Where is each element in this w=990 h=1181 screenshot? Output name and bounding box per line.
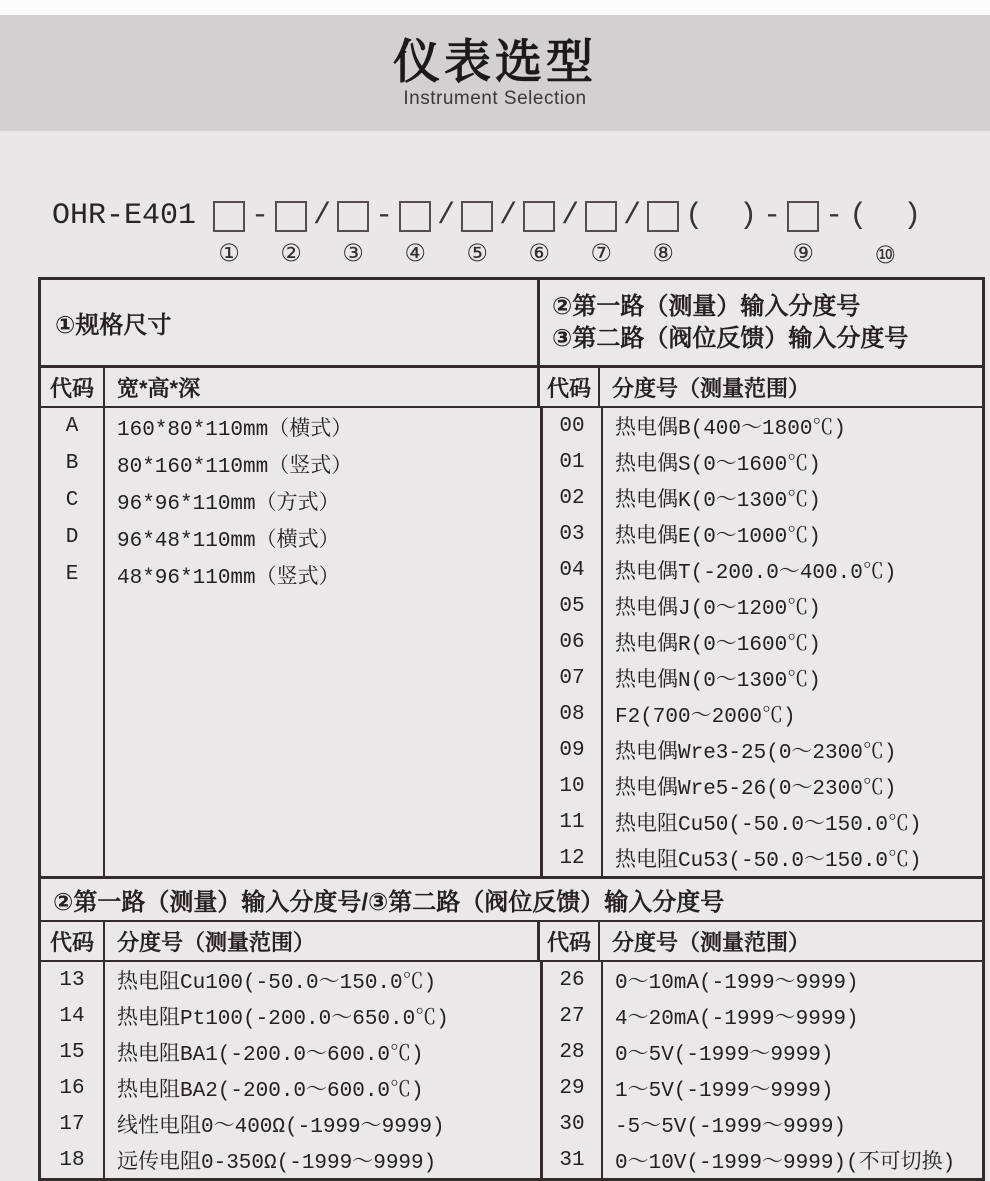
table-row	[543, 732, 982, 768]
row-desc: 48*96*110mm（竖式）	[117, 566, 340, 590]
page-title: 仪表选型	[393, 34, 597, 88]
table1-body	[41, 408, 982, 879]
table-row	[543, 998, 982, 1034]
slot-number: ⑧	[652, 239, 674, 267]
model-box-icon	[213, 201, 245, 232]
model-separator	[375, 198, 393, 270]
separator-char: ( )	[685, 199, 758, 233]
row-desc: 热电偶B(400～1800℃)	[615, 418, 847, 441]
row-desc: -5～5V(-1999～9999)	[615, 1116, 847, 1139]
model-box-icon	[523, 201, 555, 232]
row-desc: 0～10V(-1999～9999)(不可切换)	[615, 1152, 956, 1175]
separator-char: ( )	[849, 199, 922, 233]
row-desc: 96*48*110mm（横式）	[117, 529, 340, 553]
row-desc: 热电阻Pt100(-200.0～650.0℃)	[117, 1008, 449, 1031]
table-row	[41, 1106, 540, 1142]
row-desc: 热电偶N(0～1300℃)	[615, 670, 821, 693]
separator-char: /	[623, 199, 642, 233]
table1-header-row	[41, 280, 982, 368]
row-desc: 远传电阻0-350Ω(-1999～9999)	[117, 1152, 437, 1175]
table-row	[41, 1070, 540, 1106]
row-desc: 热电偶K(0～1300℃)	[615, 490, 821, 513]
slot-number: ④	[404, 239, 426, 267]
row-code: 27	[543, 998, 603, 1034]
col-header-code: 代码	[540, 368, 600, 406]
slot-number: ②	[280, 239, 302, 267]
table2-column-header-row	[41, 922, 982, 962]
model-separator	[251, 198, 269, 270]
model-slot-7	[585, 198, 617, 268]
row-code: 10	[543, 768, 603, 804]
col-header-code: 代码	[41, 368, 105, 406]
table-row	[543, 804, 982, 840]
table2-left-half	[41, 962, 543, 1178]
model-separator	[825, 198, 843, 270]
row-desc: 4～20mA(-1999～9999)	[615, 1008, 859, 1031]
row-code: 08	[543, 696, 603, 732]
row-code: C	[41, 482, 105, 519]
table-row	[41, 482, 540, 519]
row-desc: 热电阻BA1(-200.0～600.0℃)	[117, 1044, 424, 1067]
model-separator	[313, 198, 331, 270]
row-desc: 热电偶J(0～1200℃)	[615, 598, 821, 621]
row-code: 31	[543, 1142, 603, 1178]
model-slot-9	[787, 198, 819, 268]
slot-number: ⑨	[792, 239, 814, 267]
model-box-icon	[585, 201, 617, 232]
separator-char: -	[375, 199, 394, 233]
model-paren-group-10	[849, 198, 921, 270]
separator-char: /	[499, 199, 518, 233]
model-prefix: OHR-E401	[52, 199, 197, 233]
separator-char: /	[313, 199, 332, 233]
empty-cells	[41, 593, 540, 876]
col-header-range: 分度号（测量范围）	[612, 375, 811, 401]
row-desc: 96*96*110mm（方式）	[117, 492, 340, 516]
title-band	[0, 15, 990, 131]
row-code: 26	[543, 962, 603, 998]
table2-right-half	[543, 962, 982, 1178]
row-code: B	[41, 445, 105, 482]
model-slot-1	[213, 198, 245, 268]
col-header-size: 宽*高*深	[105, 368, 540, 406]
row-desc: F2(700～2000℃)	[615, 706, 796, 729]
model-slot-2	[275, 198, 307, 268]
model-separator	[763, 198, 781, 270]
row-code: 00	[543, 408, 603, 444]
separator-char: /	[561, 199, 580, 233]
row-desc: 160*80*110mm（横式）	[117, 418, 353, 442]
table-row	[41, 1034, 540, 1070]
model-box-icon	[399, 201, 431, 232]
row-desc: 热电偶Wre5-26(0～2300℃)	[615, 778, 897, 801]
row-code: 07	[543, 660, 603, 696]
row-code: 17	[41, 1106, 105, 1142]
row-code: 14	[41, 998, 105, 1034]
row-code: 12	[543, 840, 603, 876]
separator-char: -	[763, 199, 782, 233]
table-row	[543, 1106, 982, 1142]
model-box-icon	[647, 201, 679, 232]
col-header-code: 代码	[41, 922, 105, 960]
slot-number: ①	[218, 239, 240, 267]
model-separator	[437, 198, 455, 270]
row-desc: 热电阻Cu53(-50.0～150.0℃)	[615, 850, 922, 873]
row-desc: 热电阻BA2(-200.0～600.0℃)	[117, 1080, 424, 1103]
table-row	[41, 445, 540, 482]
row-desc: 热电偶T(-200.0～400.0℃)	[615, 562, 897, 585]
table-row	[41, 556, 540, 593]
row-desc: 热电偶R(0～1600℃)	[615, 634, 821, 657]
top-white-strip	[0, 0, 990, 15]
table-row	[543, 480, 982, 516]
model-slot-4	[399, 198, 431, 268]
table-row	[41, 519, 540, 556]
table-row	[41, 962, 540, 998]
slot-number: ⑩	[874, 241, 896, 269]
table1-right-header	[540, 280, 982, 365]
separator-char: -	[251, 199, 270, 233]
model-box-icon	[461, 201, 493, 232]
table-row	[543, 840, 982, 876]
selection-table	[38, 277, 985, 1181]
row-code: 04	[543, 552, 603, 588]
row-desc: 0～5V(-1999～9999)	[615, 1044, 834, 1067]
row-code: 02	[543, 480, 603, 516]
table2-header: ②第一路（测量）输入分度号/③第二路（阀位反馈）输入分度号	[41, 879, 982, 922]
row-desc: 热电偶Wre3-25(0～2300℃)	[615, 742, 897, 765]
row-code: 06	[543, 624, 603, 660]
row-code: 29	[543, 1070, 603, 1106]
row-code: 28	[543, 1034, 603, 1070]
row-code: 15	[41, 1034, 105, 1070]
separator-char: /	[437, 199, 456, 233]
col-header-code: 代码	[540, 922, 600, 960]
table-row	[543, 768, 982, 804]
table-row	[41, 408, 540, 445]
row-desc: 热电阻Cu50(-50.0～150.0℃)	[615, 814, 922, 837]
row-code: 01	[543, 444, 603, 480]
row-code: 13	[41, 962, 105, 998]
table-row	[543, 516, 982, 552]
model-separator	[561, 198, 579, 270]
model-code-line	[52, 198, 924, 270]
table-row	[543, 1034, 982, 1070]
row-desc: 80*160*110mm（竖式）	[117, 455, 353, 479]
table-row	[543, 1142, 982, 1178]
model-slot-8	[647, 198, 679, 268]
row-code: 11	[543, 804, 603, 840]
table-row	[41, 1142, 540, 1178]
separator-char: -	[825, 199, 844, 233]
table-row	[41, 998, 540, 1034]
slot-number: ⑥	[528, 239, 550, 267]
table1-right-header-line1: ②第一路（测量）输入分度号	[552, 292, 861, 320]
table-row	[543, 696, 982, 732]
table1-left-header: ①规格尺寸	[41, 280, 540, 365]
row-desc: 热电偶S(0～1600℃)	[615, 454, 821, 477]
row-desc: 1～5V(-1999～9999)	[615, 1080, 834, 1103]
slot-number: ⑤	[466, 239, 488, 267]
row-desc: 热电偶E(0～1000℃)	[615, 526, 821, 549]
row-desc: 热电阻Cu100(-50.0～150.0℃)	[117, 972, 437, 995]
row-code: 18	[41, 1142, 105, 1178]
table-row	[543, 962, 982, 998]
row-code: 30	[543, 1106, 603, 1142]
model-box-icon	[787, 201, 819, 232]
row-code: 05	[543, 588, 603, 624]
model-paren-group	[685, 198, 757, 270]
row-code: A	[41, 408, 105, 445]
row-desc: 线性电阻0～400Ω(-1999～9999)	[117, 1116, 445, 1139]
model-separator	[499, 198, 517, 270]
model-slot-3	[337, 198, 369, 268]
col-header-range: 分度号（测量范围）	[612, 929, 811, 955]
row-code: 09	[543, 732, 603, 768]
table1-left-half	[41, 408, 543, 876]
page-subtitle: Instrument Selection	[403, 88, 587, 110]
table2-body	[41, 962, 982, 1178]
table1-right-header-line2: ③第二路（阀位反馈）输入分度号	[552, 324, 909, 352]
row-code: D	[41, 519, 105, 556]
row-code: E	[41, 556, 105, 593]
row-code: 03	[543, 516, 603, 552]
model-box-icon	[337, 201, 369, 232]
table-row	[543, 444, 982, 480]
slot-number: ③	[342, 239, 364, 267]
table1-column-header-row	[41, 368, 982, 408]
table-row	[543, 588, 982, 624]
table-row	[543, 624, 982, 660]
table-row	[543, 1070, 982, 1106]
row-code: 16	[41, 1070, 105, 1106]
model-slot-6	[523, 198, 555, 268]
col-header-range: 分度号（测量范围）	[105, 922, 540, 960]
row-desc: 0～10mA(-1999～9999)	[615, 972, 859, 995]
model-separator	[623, 198, 641, 270]
table1-right-half	[543, 408, 982, 876]
table-row	[543, 552, 982, 588]
model-slot-5	[461, 198, 493, 268]
table-row	[543, 408, 982, 444]
table-row	[543, 660, 982, 696]
model-box-icon	[275, 201, 307, 232]
slot-number: ⑦	[590, 239, 612, 267]
